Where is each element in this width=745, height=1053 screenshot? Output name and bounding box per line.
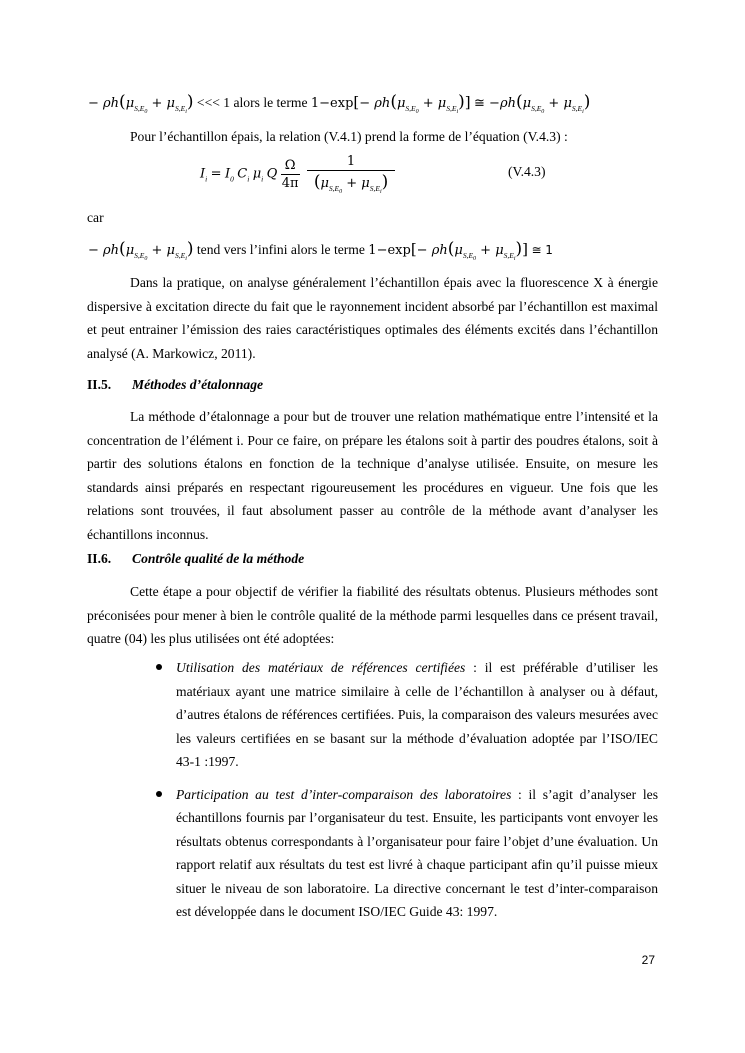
fraction-attenuation: $\frac{1}{(\mu_{S,E0} + \mu_{S,Ei})}$ — [307, 154, 395, 195]
equation-v43: $I_i = I_0$ $C_i$ $\mu_i$ Q $\frac{\Omega}{4\pi}$ $\frac{1}{(\mu_{S,E0} + \mu_{S,Ei})}$ — [200, 154, 395, 195]
paragraph-practice: Dans la pratique, on analyse généralement l’échantillon épais avec la fluorescence X à énergie dispersive à excitation directe du fait que le rayonnement incident absorbé par l’échantillon est maximal et peut entrainer l’émission des raies caractéristiques optimales des éléments excités dans l’échantillon analysé (A. Markowicz, 2011). — [87, 275, 658, 361]
text-car: car — [87, 210, 104, 225]
section-heading-ii5: II.5. Méthodes d’étalonnage — [87, 377, 264, 392]
paragraph-controle: Cette étape a pour objectif de vérifier la fiabilité des résultats obtenus. Plusieurs méthodes sont préconisées pour mener à bien le contrôle qualité de la méthode parmi lesquelles dans ce présent travail, quatre (04) les plus utilisées ont été adoptées: — [87, 584, 658, 646]
bullet-list — [176, 656, 658, 933]
equation-label: (V.4.3) — [508, 164, 546, 179]
list-item: Utilisation des matériaux de références certifiées : il est préférable d’utiliser les matériaux ayant une matrice similaire à celle de l’échantillon à analyser ou à défaut, d’autres étalons de références certifiées. Puis, la comparaison des valeurs mesurées avec les valeurs certifiées en se basant sur la méthode d’évaluation adoptée par l’ISO/IEC 43-1 :1997. — [176, 656, 658, 774]
inequality-text: <<< 1 alors le terme — [196, 95, 308, 110]
list-item: Participation au test d’inter-comparaison des laboratoires : il s’agit d’analyser les échantillons fournis par l’organisateur du test. Ensuite, les participants vont envoyer les résultats obtenus correspondants à l’organisateur pour faire l’objet d’une évaluation. Un rapport relatif aux résultats du test est livré à chaque participant afin qu’il puisse mieux situer le niveau de son laboratoire. La directive concernant le test d’inter-comparaison est développée dans le document ISO/IEC Guide 43: 1997. — [176, 783, 658, 924]
paragraph-etalonnage: La méthode d’étalonnage a pour but de trouver une relation mathématique entre l’intensité et la concentration de l’élément i. Pour ce faire, on prépare les étalons soit à partir des poudres étalons, soit à partir des solutions étalons en fonction de la technique d’analyse utilisée. Ensuite, on mesure les standards ainsi préparés en respectant rigoureusement les procédures en vigueur. Une fois que les relations sont trouvées, il faut absolument passer au contrôle de la méthode avant d’analyser les échantillons inconnus. — [87, 409, 658, 542]
paragraph-intro: Pour l’échantillon épais, la relation (V.4.1) prend la forme de l’équation (V.4.3) : — [130, 129, 568, 144]
equation-line-1: − $\rho h(\mu_{S,E0} + \mu_{S,Ei})$ <<< 1 alors le terme $1-\exp[- \rho h(\mu_{S,E0} + \mu_{S,Ei})]$ ≅ $-\rho h(\mu_{S,E0} + \mu_{S,Ei})$ — [88, 92, 591, 115]
bullet-icon — [156, 664, 162, 670]
section-heading-ii6: II.6. Contrôle qualité de la méthode — [87, 551, 305, 566]
page-number: 27 — [641, 953, 655, 967]
fraction-omega: $\frac{\Omega}{4\pi}$ — [281, 158, 299, 191]
equation-line-2: − $\rho h(\mu_{S,E0} + \mu_{S,Ei})$ tend vers l’infini alors le terme $1-\exp[- \rho h(\mu_{S,E0} + \mu_{S,Ei})]$ ≅ 1 — [88, 239, 553, 262]
bullet-icon — [156, 791, 162, 797]
